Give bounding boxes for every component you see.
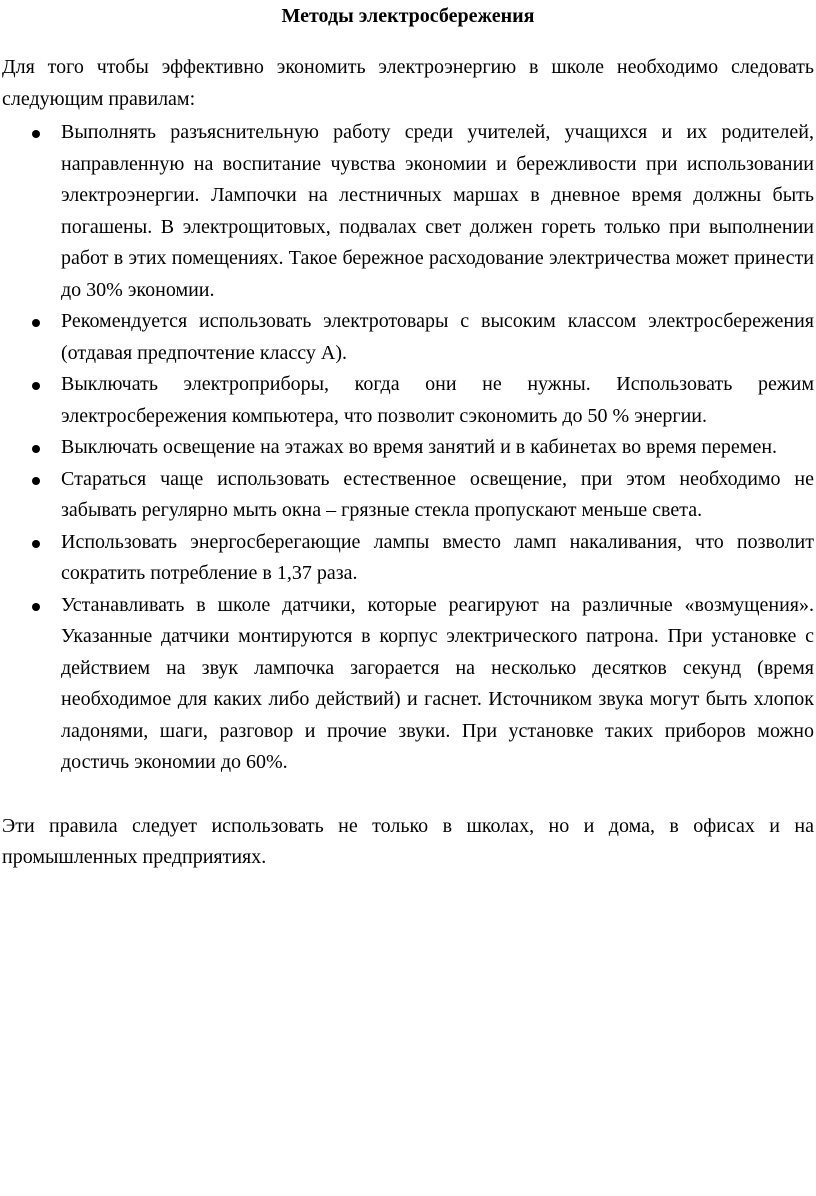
bullet-icon <box>32 477 40 485</box>
list-item <box>2 117 814 306</box>
list-item-text: Стараться чаще использовать естественное освещение, при этом необходимо не забывать регулярно мыть окна – грязные стекла пропускают меньше света. <box>61 467 814 521</box>
list-item <box>2 464 814 527</box>
list-item <box>2 306 814 369</box>
list-item-text: Выполнять разъяснительную работу среди учителей, учащихся и их родителей, направленную на воспитание чувства экономии и бережливости при использовании электроэнергии. Лампочки на лестничных маршах в дневное время должны быть погашены. В электрощитовых, подвалах свет должен гореть только при выполнении работ в этих помещениях. Такое бережное расходование электричества может принести до 30% экономии. <box>61 121 814 301</box>
list-item-text: Выключать электроприборы, когда они не нужны. Использовать режим электросбережения компьютера, что позволит сэкономить до 50 % энергии. <box>61 373 814 427</box>
outro-paragraph: Эти правила следует использовать не только в школах, но и дома, в офисах и на промышленных предприятиях. <box>2 814 814 868</box>
bullet-icon <box>32 445 40 453</box>
bullet-icon <box>32 382 40 390</box>
bullet-icon <box>32 130 40 138</box>
list-item-text: Использовать энергосберегающие лампы вместо ламп накаливания, что позволит сократить потребление в 1,37 раза. <box>61 530 814 584</box>
list-item <box>2 590 814 779</box>
bullet-icon <box>32 540 40 548</box>
rules-list <box>2 117 814 779</box>
list-item-text: Устанавливать в школе датчики, которые реагируют на различные «возмущения». Указанные датчики монтируются в корпус электрического патрона. При установке с действием на звук лампочка загорается на несколько десятков секунд (время необходимое для каких либо действий) и гаснет. Источником звука могут быть хлопок ладонями, шаги, разговор и прочие звуки. При установке таких приборов можно достичь экономии до 60%. <box>61 593 814 773</box>
list-item-text: Выключать освещение на этажах во время занятий и в кабинетах во время перемен. <box>61 436 778 458</box>
list-item-text: Рекомендуется использовать электротовары с высоким классом электросбережения (отдавая предпочтение классу А). <box>61 310 814 364</box>
bullet-icon <box>32 603 40 611</box>
list-item <box>2 432 814 464</box>
list-item <box>2 527 814 590</box>
bullet-icon <box>32 319 40 327</box>
intro-paragraph: Для того чтобы эффективно экономить электроэнергию в школе необходимо следовать следующим правилам: <box>2 56 814 110</box>
list-item <box>2 369 814 432</box>
document-title: Методы электросбережения <box>281 5 535 27</box>
